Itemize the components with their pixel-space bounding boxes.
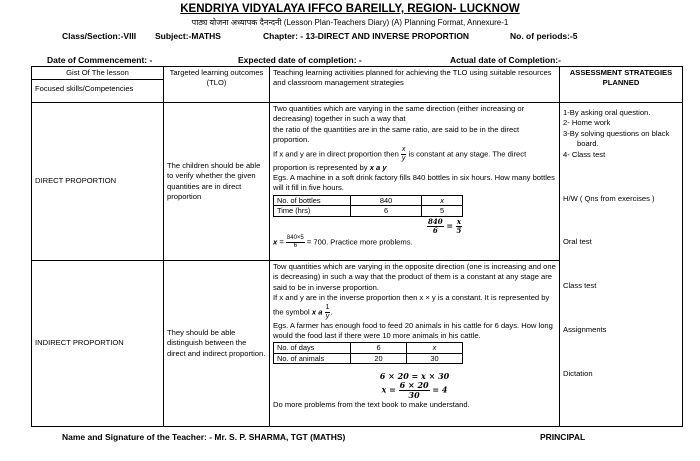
table-cell: 6 — [351, 343, 407, 354]
one-over-y-fraction: $\frac{1}{y}$ — [325, 303, 330, 320]
direct-table — [273, 195, 463, 217]
table-cell: 840 — [351, 195, 422, 206]
tlo-header: Targeted learning outcomes (TLO) — [164, 67, 270, 103]
class-test-item: Class test — [563, 280, 597, 290]
result-text: = 700. Practice more problems. — [306, 237, 413, 247]
gist-header: Gist Of The lesson — [32, 67, 163, 80]
indirect-symbol: x a — [311, 307, 323, 317]
principal-signature: PRINCIPAL — [540, 432, 586, 442]
direct-para-3a: If x and y are in direct proportion then — [273, 149, 399, 159]
eq2-rhs: = 4 — [432, 384, 448, 395]
direct-para-1: Two quantities which are varying in the same direction (either increasing or decreasing) together in such a way that — [273, 104, 525, 124]
eq-right-den: 5 — [456, 225, 462, 235]
direct-topic: DIRECT PROPORTION — [32, 103, 164, 261]
table-row — [274, 206, 463, 217]
table-cell: 20 — [351, 353, 407, 364]
result-den: 6 — [293, 242, 297, 249]
subject: Subject:-MATHS — [155, 31, 221, 41]
dictation-item: Dictation — [563, 368, 593, 378]
indirect-para-2: If x and y are in the inverse proportion then x × y is a constant. It is represented by the symbol x a $\frac{1}{y}$ . — [273, 293, 550, 320]
table-row — [274, 353, 463, 364]
expected-completion-date: Expected date of completion: - — [238, 55, 362, 65]
periods: No. of periods:-5 — [510, 31, 578, 41]
indirect-equation-2 — [273, 381, 556, 400]
lesson-plan-table — [31, 66, 683, 427]
eq-right-num: x — [456, 216, 462, 226]
assessment-item: 3-By solving questions on black — [563, 128, 670, 138]
chapter: Chapter: - 13-DIRECT AND INVERSE PROPORTION — [263, 31, 470, 41]
assessment-header: ASSESSMENT STRATEGIES PLANNED — [560, 67, 683, 103]
table-row — [274, 343, 463, 354]
indirect-activities — [270, 261, 560, 427]
indirect-equation-1: 6 × 20 = x × 30 — [379, 371, 450, 382]
assessment-item: 2- Home work — [563, 118, 611, 128]
eq-left-den: 6 — [432, 225, 438, 235]
indirect-para-4: Do more problems from the text book to make understand. — [273, 400, 470, 410]
focused-skills-header: Focused skills/Competencies — [35, 84, 134, 94]
eq2-num: 6 × 20 — [399, 380, 429, 391]
eq2-lhs: x = — [381, 384, 396, 395]
commencement-date: Date of Commencement: - — [47, 55, 153, 65]
table-cell: No. of bottles — [274, 195, 351, 206]
direct-para-3 — [273, 146, 556, 173]
table-cell: 5 — [422, 206, 463, 217]
direct-symbol: x a y — [369, 162, 387, 172]
class-section: Class/Section:-VIII — [62, 31, 137, 41]
activities-header: Teaching learning activities planned for achieving the TLO using suitable resources and classroom management strategies — [270, 67, 560, 103]
direct-example: Egs. A machine in a soft drink factory fills 840 bottles in six hours. How many bottles will it fill in five hours. — [273, 173, 555, 193]
plan-subtitle: पाठ्य योजना अध्यापक दैनन्दनी (Lesson Plan-Teachers Diary) (A) Planning Format, Annexure-1 — [191, 18, 509, 27]
direct-activities — [270, 103, 560, 261]
assessment-item: 4- Class test — [563, 149, 606, 159]
assessment-item: 1-By asking oral question. — [563, 108, 651, 117]
table-cell: No. of days — [274, 343, 351, 354]
table-cell: Time (hrs) — [274, 206, 351, 217]
assignments-item: Assignments — [563, 325, 607, 335]
homework-item: H/W ( Qns from exercises ) — [563, 194, 655, 204]
eq2-den: 30 — [408, 390, 420, 401]
direct-equation: $\frac{840}{6}$ = $\frac{x}{5}$ — [427, 216, 462, 235]
direct-tlo: The children should be able to verify whether the given quantities are in direct proportion — [164, 103, 270, 261]
eq-fraction-right — [456, 218, 462, 235]
eq-left-num: 840 — [427, 216, 443, 226]
direct-para-3b: is constant at any stage. The direct proportion is represented by — [273, 149, 527, 172]
indirect-table — [273, 342, 463, 364]
teacher-signature: Name and Signature of the Teacher: - Mr. S. P. SHARMA, TGT (MATHS) — [62, 432, 346, 442]
table-cell: x — [407, 343, 463, 354]
school-title: KENDRIYA VIDYALAYA IFFCO BAREILLY, REGION- LUCKNOW — [180, 3, 520, 15]
indirect-para-2a: If x and y are in the inverse proportion then x × y is a constant. It is represented by the symbol — [273, 293, 550, 317]
x-over-y-fraction: $\frac{x}{y}$ — [401, 145, 406, 162]
actual-completion-date: Actual date of Completion:- — [450, 55, 561, 65]
assessment-cell — [560, 103, 683, 427]
eq-fraction-left — [427, 218, 444, 235]
table-row — [274, 195, 463, 206]
table-cell: 30 — [407, 353, 463, 364]
assessment-item: board. — [577, 139, 599, 149]
indirect-topic: INDIRECT PROPORTION — [32, 261, 164, 427]
result-num: 840×5 — [286, 234, 304, 241]
indirect-para-1: Tow quantities which are varying in the opposite direction (one is increasing and one is decreasing) in such a way that the product of them is a constant at any stage are said to be in inverse proportion. — [273, 262, 556, 292]
table-cell: x — [422, 195, 463, 206]
table-cell: 6 — [351, 206, 422, 217]
direct-result: x = $\frac{840\times 5}{6}$ = 700. Practice more problems. — [273, 234, 413, 249]
oral-test-item: Oral test — [563, 237, 592, 247]
eq2-fraction — [399, 381, 430, 400]
gist-header-cell — [32, 67, 164, 103]
indirect-example: Egs. A farmer has enough food to feed 20 animals in his cattle for 6 days. How long would the food last if there were 10 more animals in his cattle. — [273, 320, 553, 341]
result-fraction — [286, 235, 305, 250]
table-cell: No. of animals — [274, 353, 351, 364]
direct-para-2: the ratio of the quantities are in the same ratio, are said to be in the direct proportion. — [273, 124, 520, 145]
indirect-tlo: They should be able distinguish between the direct and indirect proportion. — [164, 261, 270, 427]
